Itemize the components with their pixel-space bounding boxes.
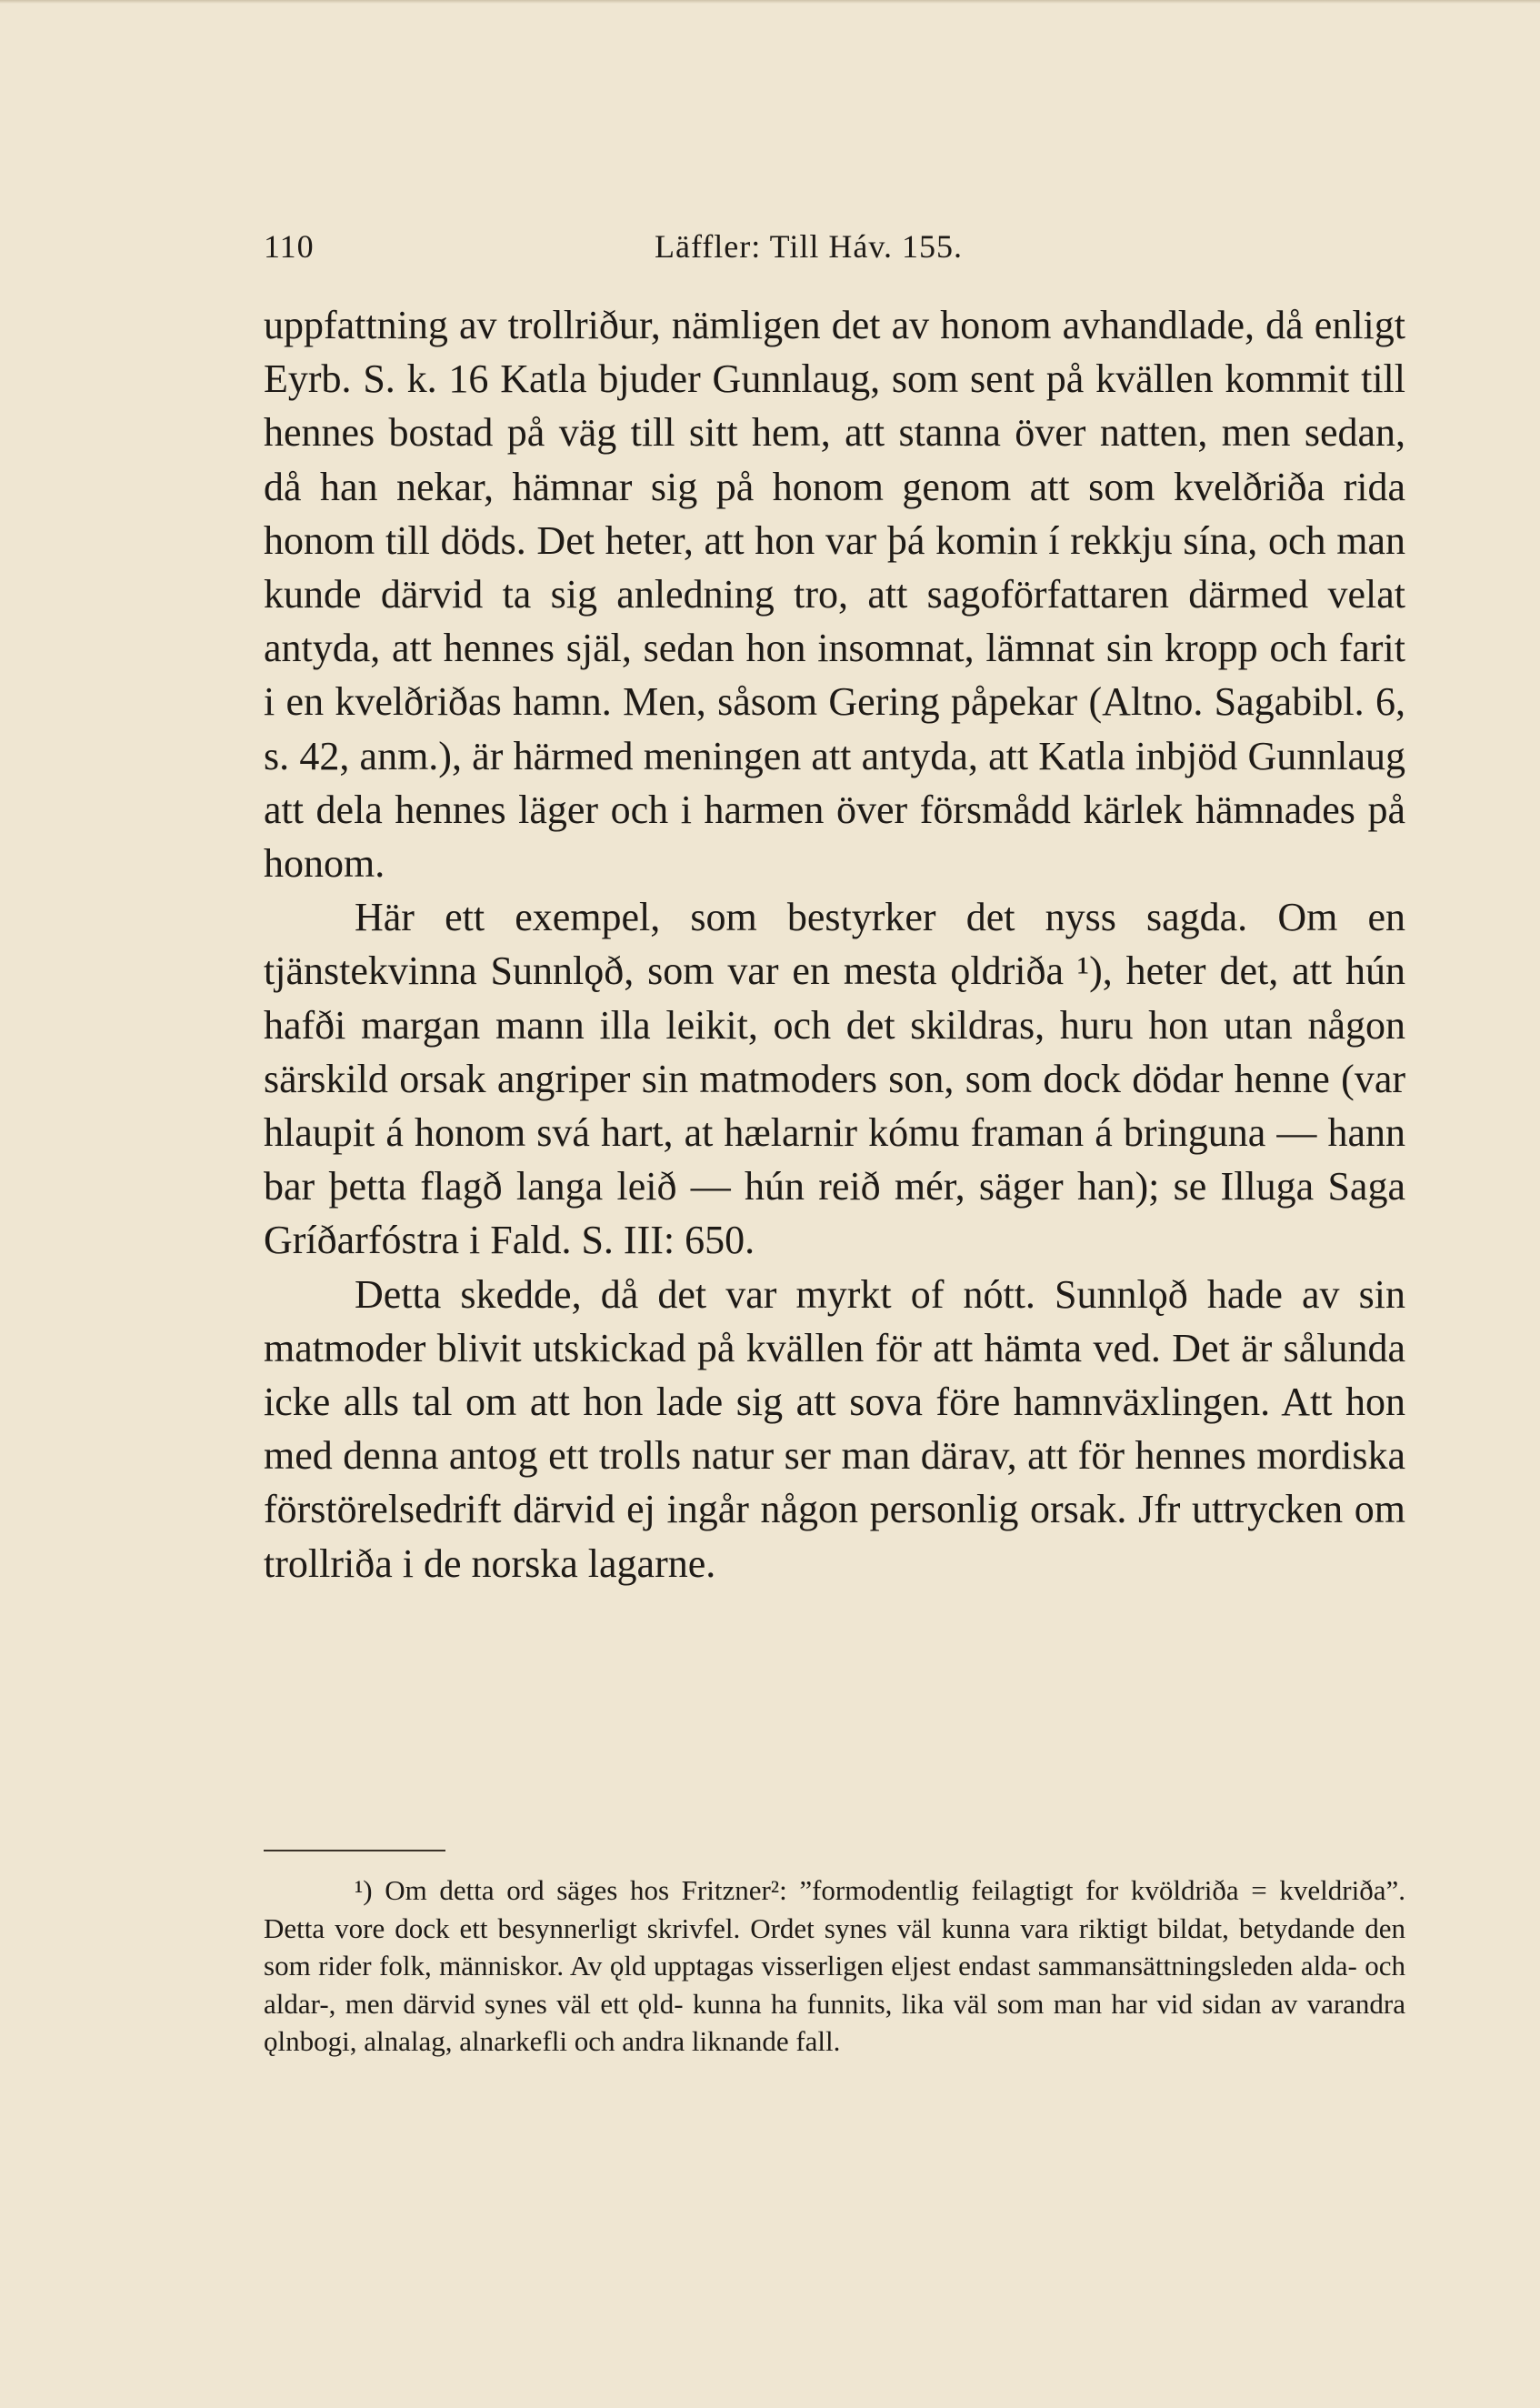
paragraph-2: Här ett exempel, som bestyrker det nyss sagda. Om en tjänstekvinna Sunnlǫð, som var en mesta ǫldriða ¹), heter det, att hún hafði margan mann illa leikit, och det skildras, huru hon utan någon särskild orsak angriper sin matmoders son, som dock dödar henne (var hlaupit á honom svá hart, at hælarnir kómu framan á bringuna — hann bar þetta flagð langa leið — hún reið mér, säger han); se Illuga Saga Gríðarfóstra i Fald. S. III: 650. xyxy=(264,895,1405,1263)
paragraph-1: uppfattning av trollriður, nämligen det av honom avhandlade, då enligt Eyrb. S. k. 16 Katla bjuder Gunnlaug, som sent på kvällen kommit till hennes bostad på väg till sitt hem, att stanna över natten, men sedan, då han nekar, hämnar sig på honom genom att som kvelðriða rida honom till döds. Det heter, att hon var þá komin í rekkju sína, och man kunde därvid ta sig anledning tro, att sagoförfattaren därmed velat antyda, att hennes själ, sedan hon insomnat, lämnat sin kropp och farit i en kvelðriðas hamn. Men, såsom Gering påpekar (Altno. Sagabibl. 6, s. 42, anm.), är härmed meningen att antyda, att Katla inbjöd Gunnlaug att dela hennes läger och i harmen över försmådd kärlek hämnades på honom. xyxy=(264,303,1405,887)
page-number: 110 xyxy=(264,228,315,265)
running-title: Läffler: Till Háv. 155. xyxy=(655,228,963,265)
footnote-rule xyxy=(264,1850,445,1851)
footnote: ¹) Om detta ord säges hos Fritzner²: ”formodentlig feilagtigt for kvöldriða = kveldriða”. Detta vore dock ett besynnerligt skrivfel. Ordet synes väl kunna vara riktigt bildat, betydande den som rider folk, människor. Av ǫld upptagas visserligen eljest endast sammansättningsleden alda- och aldar-, men därvid synes väl ett ǫld- kunna ha funnits, lika väl som man har vid sidan av varandra ǫlnbogi, alnalag, alnarkefli och andra liknande fall. xyxy=(264,1874,1405,2057)
running-header xyxy=(264,227,1409,273)
paragraph-3: Detta skedde, då det var myrkt of nótt. Sunnlǫð hade av sin matmoder blivit utskickad på kvällen för att hämta ved. Det är sålunda icke alls tal om att hon lade sig att sova före hamnväxlingen. Att hon med denna antog ett trolls natur ser man därav, att för hennes mordiska förstörelsedrift därvid ej ingår någon personlig orsak. Jfr uttrycken om trollriða i de norska lagarne. xyxy=(264,1271,1405,1586)
page-top-edge xyxy=(0,0,1540,4)
body-text xyxy=(264,298,1405,1590)
